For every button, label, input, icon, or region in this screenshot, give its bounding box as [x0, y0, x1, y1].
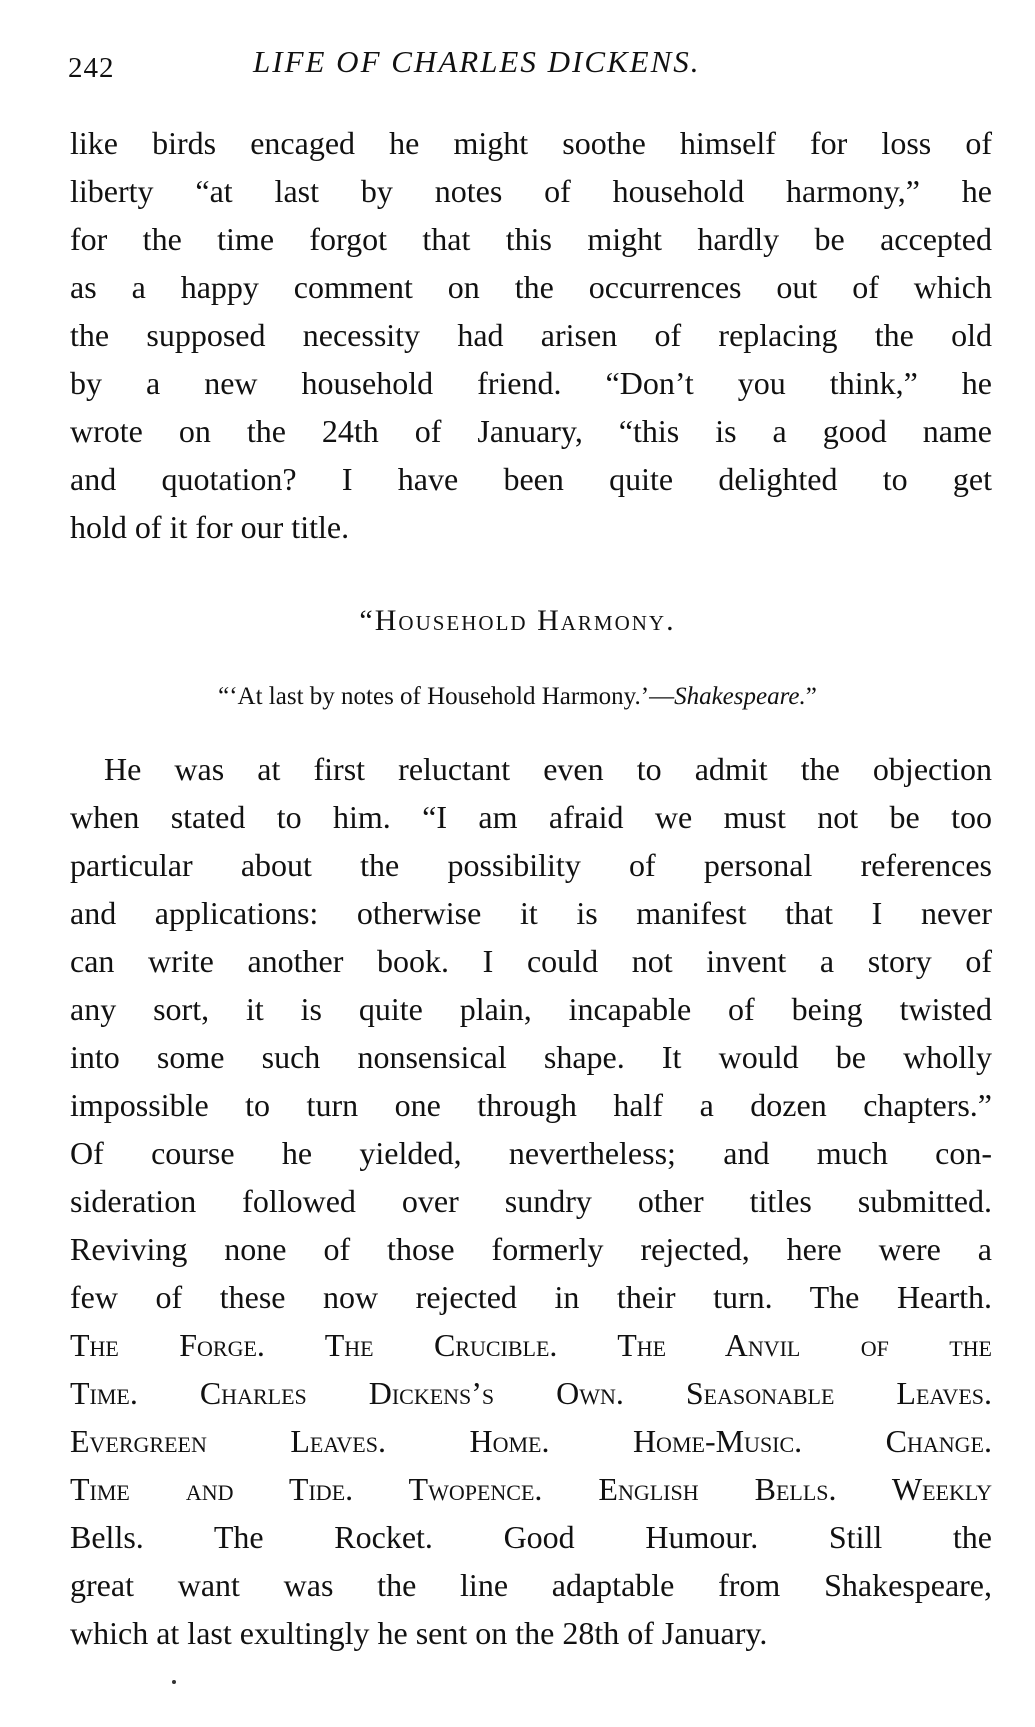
text-line: wrote on the 24th of January, “this is a good name [70, 413, 992, 449]
text-line: Time. Charles Dickens’s Own. Seasonable Leaves. [70, 1375, 992, 1411]
text-line: He was at first reluctant even to admit the objection [104, 751, 992, 787]
page-number: 242 [68, 52, 115, 84]
text-line: by a new household friend. “Don’t you think,” he [70, 365, 992, 401]
print-speck [172, 1680, 176, 1684]
text-line: like birds encaged he might soothe himself for loss of [70, 125, 992, 161]
epigraph-attribution: Shakespeare. [674, 683, 806, 710]
text-line: which at last exultingly he sent on the 28th of January. [70, 1615, 768, 1651]
text-line: can write another book. I could not invent a story of [70, 943, 992, 979]
text-line: Of course he yielded, nevertheless; and much con- [70, 1135, 992, 1171]
paragraph-1 [70, 119, 992, 551]
running-head [68, 42, 988, 86]
text-line: liberty “at last by notes of household harmony,” he [70, 173, 992, 209]
text-line: great want was the line adaptable from Shakespeare, [70, 1567, 992, 1603]
text-line: and quotation? I have been quite delighted to get [70, 461, 992, 497]
text-line: for the time forgot that this might hardly be accepted [70, 221, 992, 257]
text-line: Reviving none of those formerly rejected, here were a [70, 1231, 992, 1267]
paragraph-2 [70, 745, 992, 1657]
epigraph [0, 683, 1035, 711]
text-line: into some such nonsensical shape. It would be wholly [70, 1039, 992, 1075]
text-line: Bells. The Rocket. Good Humour. Still the [70, 1519, 992, 1555]
epigraph-close-quote: ” [805, 683, 817, 710]
epigraph-text: “‘At last by notes of Household Harmony.’— [218, 683, 675, 710]
text-line: and applications: otherwise it is manifest that I never [70, 895, 992, 931]
text-line: few of these now rejected in their turn. The Hearth. [70, 1279, 992, 1315]
text-line: Time and Tide. Twopence. English Bells. Weekly [70, 1471, 992, 1507]
text-line: impossible to turn one through half a dozen chapters.” [70, 1087, 992, 1123]
text-line: particular about the possibility of personal references [70, 847, 992, 883]
text-line: as a happy comment on the occurrences out of which [70, 269, 992, 305]
text-line: any sort, it is quite plain, incapable of being twisted [70, 991, 992, 1027]
text-line: Evergreen Leaves. Home. Home-Music. Change. [70, 1423, 992, 1459]
text-line: The Forge. The Crucible. The Anvil of the [70, 1327, 992, 1363]
running-title: LIFE OF CHARLES DICKENS. [253, 44, 701, 79]
text-line: sideration followed over sundry other titles submitted. [70, 1183, 992, 1219]
section-title: “Household Harmony. [359, 604, 676, 637]
text-line: the supposed necessity had arisen of replacing the old [70, 317, 992, 353]
text-line: hold of it for our title. [70, 509, 350, 545]
text-line: when stated to him. “I am afraid we must not be too [70, 799, 992, 835]
